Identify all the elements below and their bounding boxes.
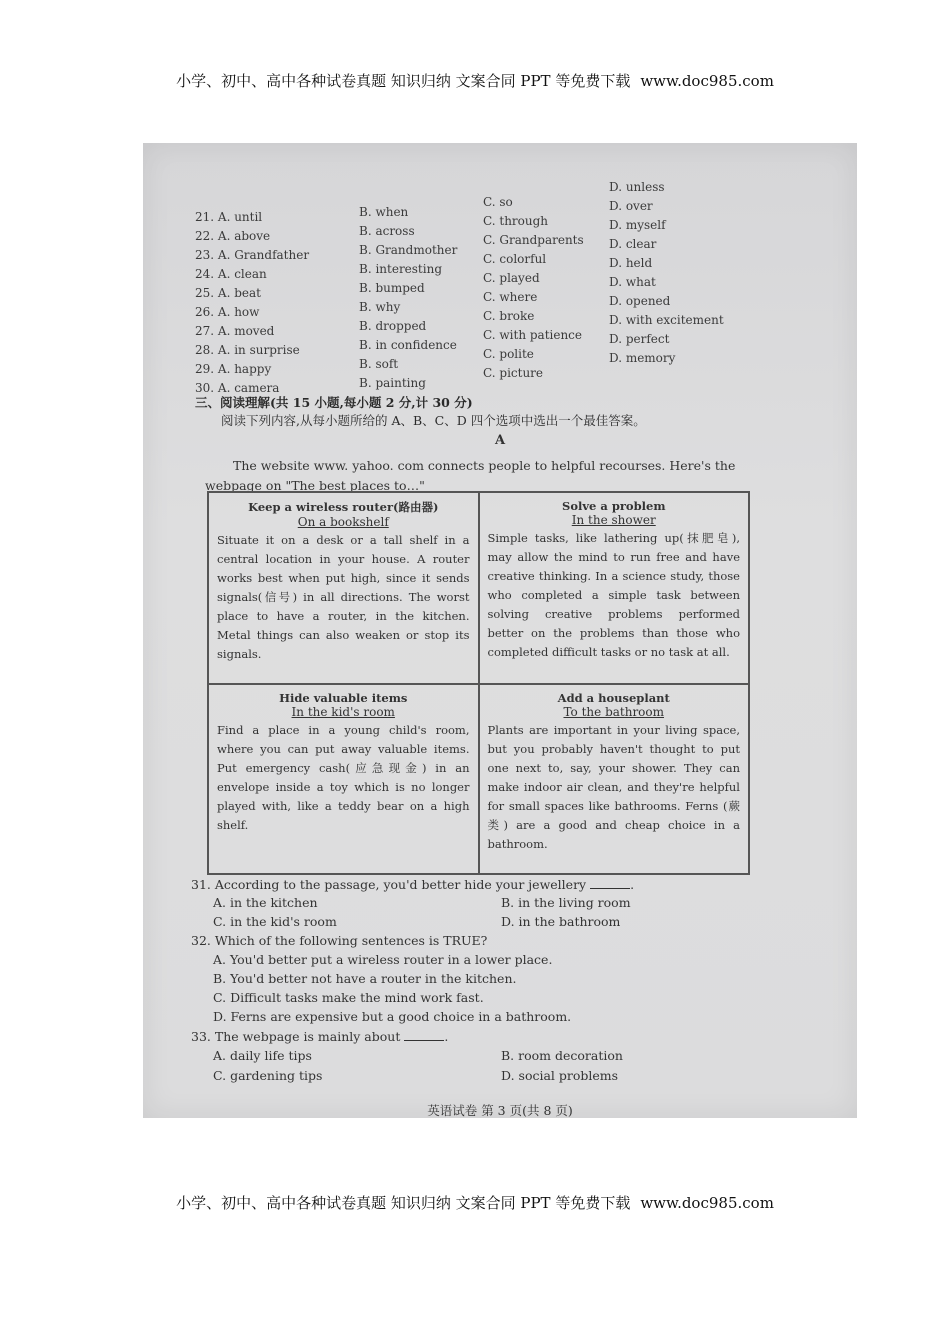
- option-d: D. what: [609, 275, 656, 289]
- option-a: 25. A. beat: [195, 286, 261, 300]
- option-b: B. bumped: [359, 281, 425, 295]
- section-instruction: 阅读下列内容,从每小题所给的 A、B、C、D 四个选项中选出一个最佳答案。: [221, 413, 646, 428]
- option-c: C. Grandparents: [483, 233, 584, 247]
- choice: B. room decoration: [501, 1048, 623, 1063]
- option-d: D. clear: [609, 237, 657, 251]
- tip-title: Solve a problem: [562, 499, 666, 513]
- choice: D. in the bathroom: [501, 914, 621, 929]
- option-b: B. Grandmother: [359, 243, 458, 257]
- part-label: A: [494, 433, 506, 448]
- choice: B. You'd better not have a router in the kitchen.: [213, 971, 517, 986]
- question-stem: 32. Which of the following sentences is TRUE?: [191, 933, 488, 948]
- option-b: B. why: [359, 300, 401, 314]
- option-a: 22. A. above: [195, 229, 271, 243]
- tip-subtitle: On a bookshelf: [297, 515, 389, 529]
- option-c: C. broke: [483, 309, 535, 323]
- option-d: D. myself: [609, 218, 666, 232]
- question-33: [191, 1029, 448, 1044]
- option-d: D. with excitement: [609, 313, 724, 327]
- option-b: B. interesting: [359, 262, 443, 276]
- section-title: 三、阅读理解(共 15 小题,每小题 2 分,计 30 分): [195, 395, 473, 410]
- tip-cell: [208, 492, 479, 684]
- footer-url: www.doc985.com: [640, 1194, 774, 1212]
- choice: A. daily life tips: [213, 1048, 312, 1063]
- options-column-d: [609, 178, 724, 368]
- option-a: 23. A. Grandfather: [195, 248, 310, 262]
- question-31: [191, 877, 634, 892]
- option-c: C. polite: [483, 347, 534, 361]
- footer-text: 小学、初中、高中各种试卷真题 知识归纳 文案合同 PPT 等免费下载: [176, 1194, 631, 1212]
- question-end: .: [444, 1029, 449, 1044]
- tip-body: Plants are important in your living space, but you probably haven't thought to put one next to, say, your shower. They can make indoor air clean, and they're helpful for small spaces like bathrooms. Ferns (蕨类) are a good and cheap choice in a bathroom.: [487, 723, 740, 852]
- option-b: B. across: [359, 224, 415, 238]
- option-b: B. painting: [359, 376, 426, 390]
- page-header: [0, 70, 950, 91]
- tip-title: Hide valuable items: [279, 691, 408, 706]
- options-column-a: [195, 208, 309, 398]
- question-stem: 31. According to the passage, you'd better hide your jewellery: [191, 877, 587, 892]
- option-b: B. in confidence: [359, 338, 457, 352]
- option-d: D. held: [609, 256, 653, 270]
- tip-subtitle: In the shower: [571, 513, 656, 527]
- choice: B. in the living room: [501, 895, 631, 910]
- choice: D. Ferns are expensive but a good choice in a bathroom.: [213, 1009, 572, 1024]
- header-url: www.doc985.com: [640, 72, 774, 90]
- options-column-c: [483, 193, 584, 383]
- option-a: 24. A. clean: [195, 267, 267, 281]
- option-c: C. with patience: [483, 328, 583, 342]
- tip-body: Find a place in a young child's room, where you can put away valuable items. Put emergency cash(应急现金) in an envelope inside a toy which is no longer played with, like a teddy bear on a high shelf.: [217, 723, 470, 833]
- option-c: C. colorful: [483, 252, 547, 266]
- options-column-b: [359, 203, 457, 393]
- option-c: C. so: [483, 195, 513, 209]
- option-a: 30. A. camera: [195, 381, 280, 395]
- option-d: D. unless: [609, 180, 665, 194]
- option-d: D. over: [609, 199, 653, 213]
- answer-blank: [590, 879, 630, 889]
- option-b: B. when: [359, 205, 409, 219]
- tip-body: Simple tasks, like lathering up(抹肥皂), may allow the mind to run free and have creative thinking. In a science study, those who completed a simple task between solving creative problems performed better on the problems than those who completed difficult tasks or no task at all.: [487, 531, 740, 659]
- exam-photo: [143, 143, 857, 1118]
- answer-blank: [404, 1031, 444, 1041]
- question-stem: 33. The webpage is mainly about: [191, 1029, 401, 1044]
- tip-cell: [479, 492, 750, 684]
- option-c: C. played: [483, 271, 540, 285]
- option-d: D. perfect: [609, 332, 670, 346]
- option-d: D. memory: [609, 351, 676, 365]
- choice: D. social problems: [501, 1068, 619, 1083]
- header-text: 小学、初中、高中各种试卷真题 知识归纳 文案合同 PPT 等免费下载: [176, 72, 631, 90]
- choice: A. You'd better put a wireless router in a lower place.: [213, 952, 553, 967]
- choice: C. Difficult tasks make the mind work fast.: [213, 990, 484, 1005]
- option-a: 28. A. in surprise: [195, 343, 300, 357]
- question-end: .: [630, 877, 635, 892]
- tips-table: [207, 491, 750, 875]
- option-c: C. where: [483, 290, 538, 304]
- option-b: B. dropped: [359, 319, 427, 333]
- tip-subtitle: To the bathroom: [563, 705, 665, 720]
- passage-intro: The website www. yahoo. com connects people to helpful recourses. Here's the webpage on "The best places to…": [205, 458, 736, 493]
- option-a: 27. A. moved: [195, 324, 275, 338]
- option-d: D. opened: [609, 294, 671, 308]
- page-footer: [0, 1192, 950, 1213]
- tip-body: Situate it on a desk or a tall shelf in a central location in your house. A router works best when put high, since it sends signals(信号) in all directions. The worst place to have a router, in the kitchen. Metal things can also weaken or stop its signals.: [217, 533, 470, 661]
- option-a: 29. A. happy: [195, 362, 272, 376]
- choice: C. gardening tips: [213, 1068, 323, 1083]
- tip-cell: [479, 684, 750, 874]
- exam-page-footer: 英语试卷 第 3 页(共 8 页): [427, 1103, 573, 1118]
- choice: C. in the kid's room: [213, 914, 337, 929]
- question-32: [191, 933, 487, 948]
- option-c: C. picture: [483, 366, 544, 380]
- tip-cell: [208, 684, 479, 874]
- option-a: 21. A. until: [195, 210, 263, 224]
- tip-subtitle: In the kid's room: [291, 705, 395, 720]
- tip-title: Keep a wireless router(路由器): [248, 500, 439, 514]
- option-c: C. through: [483, 214, 549, 228]
- tip-title: Add a houseplant: [557, 691, 670, 706]
- option-b: B. soft: [359, 357, 399, 371]
- option-a: 26. A. how: [195, 305, 260, 319]
- choice: A. in the kitchen: [213, 895, 318, 910]
